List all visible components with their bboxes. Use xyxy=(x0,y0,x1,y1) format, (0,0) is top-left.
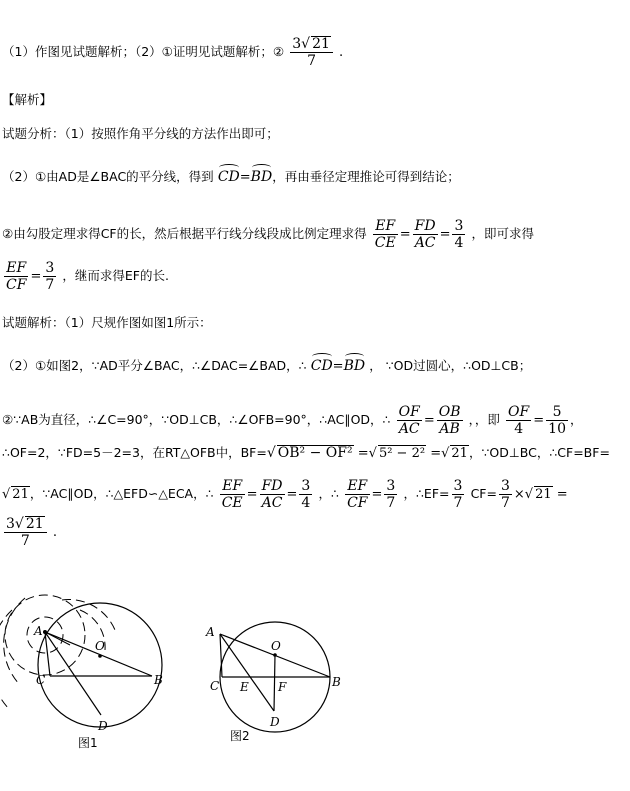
analysis-line-2 xyxy=(2,164,460,188)
frac-num: 3 xyxy=(453,478,463,494)
frac-ef-ce-2 xyxy=(220,478,245,511)
answer-part2: （2）①证明见试题解析；② xyxy=(134,44,285,59)
fig2-label-o: O xyxy=(271,639,281,653)
sqrt-21: √ 21 xyxy=(441,446,468,461)
figure-1 xyxy=(0,590,200,750)
fig1-caption: 图1 xyxy=(78,736,98,750)
arc-cd-2: CD xyxy=(311,353,333,376)
frac-den: 7 xyxy=(500,495,510,511)
solution-line-4: ∴OF=2，∵FD=5－2=3，在RT△OFB中，BF=√ OB² − OF² =√ 5² − 2² =√ 21，∵OD⊥BC，∴CF=BF= xyxy=(2,445,610,461)
answer-frac-coef: 3 xyxy=(292,36,302,52)
equals-sign: = xyxy=(239,170,251,185)
analysis-line-4-tail: ，继而求得EF的长. xyxy=(62,268,169,283)
fig1-label-a: A xyxy=(34,624,43,638)
result-den: 7 xyxy=(20,533,30,549)
fig2-label-c: C xyxy=(210,679,220,693)
frac-num: EF xyxy=(373,218,398,235)
radicand: 21 xyxy=(451,446,468,461)
figure-2 xyxy=(200,590,360,750)
frac-of-ac xyxy=(397,404,422,437)
solution-line-5-cf: CF= xyxy=(470,486,497,501)
frac-den: CE xyxy=(221,495,243,511)
frac-num: FD xyxy=(261,478,283,494)
frac-num: 3 xyxy=(386,478,396,494)
fig2-label-f: F xyxy=(278,680,287,694)
frac-den: 10 xyxy=(548,421,566,437)
frac-ob-ab xyxy=(437,404,463,437)
frac-3-7-4 xyxy=(499,478,512,511)
frac-3-7 xyxy=(43,260,56,293)
frac-num: 3 xyxy=(45,260,55,276)
result-end: . xyxy=(52,525,57,540)
fig1-label-o: O xyxy=(95,639,105,653)
fig2-caption: 图2 xyxy=(230,729,250,743)
frac-den: AC xyxy=(398,421,420,437)
solution-line-2 xyxy=(2,353,531,377)
sqrt-21-b: √ 21 xyxy=(2,487,29,502)
radicand: 21 xyxy=(12,487,29,502)
fig2-label-a: A xyxy=(206,625,215,639)
radicand: 5² − 2² xyxy=(378,446,426,461)
result-coef: 3 xyxy=(6,516,15,532)
frac-num: EF xyxy=(4,260,28,277)
solution-line-3-text: ②∵AB为直径，∴∠C=90°，∵OD⊥CB，∴∠OFB=90°，∴AC∥OD，∴ xyxy=(2,412,391,427)
frac-num: OB xyxy=(438,404,461,420)
frac-fd-ac-2 xyxy=(260,478,285,511)
analysis-line-2-text: （2）①由AD是∠BAC的平分线，得到 xyxy=(2,169,214,184)
frac-den: CF xyxy=(6,277,27,293)
fig2-label-e: E xyxy=(240,680,249,694)
solution-line-3: ②∵AB为直径，∴∠C=90°，∵OD⊥CB，∴∠OFB=90°，∴AC∥OD，∴ $\frac{OF}{AC}$ = $\frac{OB}{AB}$ ，，即 $\frac{OF}{4}$ = $\frac{5}{10}$ ， xyxy=(2,404,583,437)
frac-den: 7 xyxy=(45,277,55,293)
fig2-label-d: D xyxy=(270,715,280,729)
frac-ef-ce xyxy=(373,218,398,251)
solution-line-3-mid: ，，即 xyxy=(468,412,500,427)
frac-of-4 xyxy=(506,404,531,437)
fig2-label-b: B xyxy=(332,675,341,689)
frac-den: 4 xyxy=(514,421,524,437)
analysis-line-3-text: ②由勾股定理求得CF的长，然后根据平行线分线段成比例定理求得 xyxy=(2,226,367,241)
frac-num: EF xyxy=(220,478,245,495)
frac-den: CF xyxy=(347,495,368,511)
frac-3-4 xyxy=(452,218,465,251)
frac-den: CE xyxy=(374,235,396,251)
analysis-line-3-tail: ，即可求得 xyxy=(471,226,535,241)
radicand: OB² − OF² xyxy=(277,445,353,461)
analysis-line-2-tail: ，再由垂径定理推论可得到结论； xyxy=(272,169,460,184)
answer-end: . xyxy=(339,45,344,60)
solution-line-2-text: （2）①如图2，∵AD平分∠BAC，∴∠DAC=∠BAD，∴ xyxy=(2,358,307,373)
frac-ef-cf xyxy=(4,260,28,293)
frac-num: 3 xyxy=(454,218,464,234)
frac-den: AC xyxy=(414,235,436,251)
frac-3-4-2 xyxy=(299,478,312,511)
solution-line-5: √ 21，∵AC∥OD，∴△EFD∽△ECA，∴ $\frac{EF}{CE}$ = $\frac{FD}{AC}$ = $\frac{3}{4}$ ，∴ $\frac{EF}{CF}$ = $\frac{3}{7}$ ，∴EF= $\frac{3}{7}$ CF= $\frac{3}{7}$ ×√ 21 = xyxy=(2,478,568,511)
sqrt-ob-of: √ OB² − OF² xyxy=(266,445,353,461)
solution-line-6 xyxy=(2,516,57,549)
answer-frac-radicand: 21 xyxy=(312,36,330,52)
analysis-line-3: ②由勾股定理求得CF的长，然后根据平行线分线段成比例定理求得 $\frac{EF}{CE}$ = $\frac{FD}{AC}$ = $\frac{3}{4}$ ，即可求得 xyxy=(2,218,535,251)
times-sign: × xyxy=(513,487,525,502)
frac-den: AB xyxy=(439,421,460,437)
frac-den: 7 xyxy=(453,495,463,511)
arc-bd: BD xyxy=(251,164,273,187)
arc-cd: CD xyxy=(218,164,240,187)
frac-den: 7 xyxy=(386,495,396,511)
frac-5-10 xyxy=(546,404,568,437)
answer-fraction: $\frac{3√ 21}{7}$ xyxy=(290,36,333,69)
frac-num: 3 xyxy=(500,478,510,494)
arc-bd-2: BD xyxy=(344,353,366,376)
fig1-label-c: C xyxy=(36,673,46,687)
answer-frac-den: 7 xyxy=(307,53,317,69)
frac-num: 3 xyxy=(301,478,311,494)
solution-line-5-therefore: ，∴ xyxy=(318,486,339,501)
frac-num: FD xyxy=(414,218,436,234)
frac-num: 5 xyxy=(546,404,568,421)
analysis-line-1: 试题分析：（1）按照作角平分线的方法作出即可； xyxy=(2,126,279,141)
frac-3-7-2 xyxy=(384,478,397,511)
solution-line-2-tail: ， ∵OD过圆心，∴OD⊥CB； xyxy=(369,358,532,373)
answer-line xyxy=(2,36,343,69)
solution-line-5-ef: ，∴EF= xyxy=(403,486,450,501)
analysis-line-4: $\frac{EF}{CF}$ = $\frac{3}{7}$ ，继而求得EF的长. xyxy=(6,260,169,293)
result-radicand: 21 xyxy=(25,516,44,532)
fig1-label-d: D xyxy=(98,719,108,733)
frac-fd-ac xyxy=(413,218,438,251)
answer-part1: （1）作图见试题解析； xyxy=(2,44,135,59)
frac-3-7-3 xyxy=(452,478,465,511)
frac-den: AC xyxy=(261,495,283,511)
frac-ef-cf-2 xyxy=(345,478,369,511)
fig1-label-b: B xyxy=(154,673,163,687)
sqrt-5-2: √ 5² − 2² xyxy=(368,446,426,461)
solution-line-5-text: ，∵AC∥OD，∴△EFD∽△ECA，∴ xyxy=(29,486,214,501)
frac-num: EF xyxy=(345,478,369,495)
frac-den: 4 xyxy=(454,235,464,251)
solution-line-1: 试题解析：（1）尺规作图如图1所示： xyxy=(2,315,212,330)
radicand: 21 xyxy=(535,487,552,502)
frac-num: OF xyxy=(508,404,530,420)
result-fraction: $\frac{3√ 21}{7}$ xyxy=(4,516,47,549)
section-heading: 【解析】 xyxy=(2,92,53,107)
solution-line-4-text: ∴OF=2，∵FD=5－2=3，在RT△OFB中，BF= xyxy=(2,445,267,460)
equals-sign: = xyxy=(332,359,344,374)
frac-num: OF xyxy=(398,404,420,420)
sqrt-21-c: √ 21 xyxy=(524,487,552,502)
solution-line-4-tail: ，∵OD⊥BC，∴CF=BF= xyxy=(468,445,610,460)
frac-den: 4 xyxy=(301,495,311,511)
comma: ， xyxy=(569,412,583,427)
